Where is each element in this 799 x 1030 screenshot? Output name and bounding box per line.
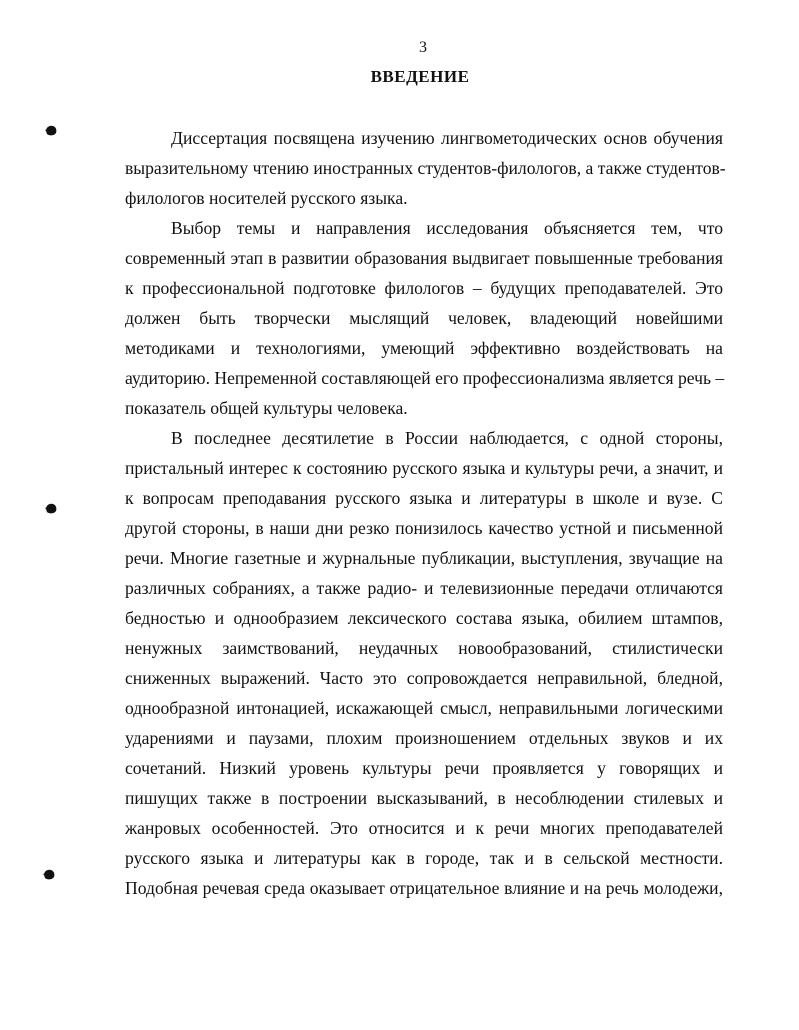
body-text <box>125 123 726 903</box>
paragraph <box>125 213 723 423</box>
text-line: ударениями и паузами, плохим произношением отдельных звуков и их <box>125 728 723 748</box>
text-line: бедностью и однообразием лексического состава языка, обилием штампов, <box>125 608 723 628</box>
text-line: жанровых особенностей. Это относится и к речи многих преподавателей <box>125 818 723 838</box>
text-line: аудиторию. Непременной составляющей его профессионализма является речь – <box>125 368 725 388</box>
text-line: В последнее десятилетие в России наблюдается, с одной стороны, <box>171 428 723 448</box>
text-line: пишущих также в построении высказываний, в несоблюдении стилевых и <box>125 788 723 808</box>
text-line: сочетаний. Низкий уровень культуры речи проявляется у говорящих и <box>125 758 723 778</box>
text-line: речи. Многие газетные и журнальные публикации, выступления, звучащие на <box>125 548 723 568</box>
text-line: филологов носителей русского языка. <box>125 188 408 208</box>
binder-hole-mark <box>44 502 58 515</box>
text-line: должен быть творчески мыслящий человек, владеющий новейшими <box>125 308 723 328</box>
text-line: различных собраниях, а также радио- и телевизионные передачи отличаются <box>125 578 723 598</box>
text-line: однообразной интонацией, искажающей смысл, неправильными логическими <box>125 698 723 718</box>
text-line: сниженных выражений. Часто это сопровождается неправильной, бледной, <box>125 668 723 688</box>
binder-hole-mark <box>44 124 58 137</box>
paragraph <box>125 123 726 213</box>
text-line: русского языка и литературы как в городе, так и в сельской местности. <box>125 848 723 868</box>
text-line: показатель общей культуры человека. <box>125 398 408 418</box>
paragraph <box>125 423 723 903</box>
text-line: к профессиональной подготовке филологов – будущих преподавателей. Это <box>125 278 723 298</box>
text-line: современный этап в развитии образования выдвигает повышенные требования <box>125 248 723 268</box>
text-line: Выбор темы и направления исследования объясняется тем, что <box>171 218 723 238</box>
text-line: пристальный интерес к состоянию русского языка и культуры речи, а значит, и <box>125 458 723 478</box>
text-line: методиками и технологиями, умеющий эффективно воздействовать на <box>125 338 723 358</box>
text-line: другой стороны, в наши дни резко понизилось качество устной и письменной <box>125 518 723 538</box>
text-line: выразительному чтению иностранных студентов-филологов, а также студентов- <box>125 158 726 178</box>
text-line: Диссертация посвящена изучению лингвометодических основ обучения <box>171 128 723 148</box>
page-number: 3 <box>419 39 427 56</box>
text-line: ненужных заимствований, неудачных новообразований, стилистически <box>125 638 723 658</box>
binder-hole-mark <box>42 868 56 881</box>
text-line: к вопросам преподавания русского языка и литературы в школе и вузе. С <box>125 488 723 508</box>
section-heading: ВВЕДЕНИЕ <box>370 67 470 86</box>
text-line: Подобная речевая среда оказывает отрицательное влияние и на речь молодежи, <box>125 878 723 898</box>
